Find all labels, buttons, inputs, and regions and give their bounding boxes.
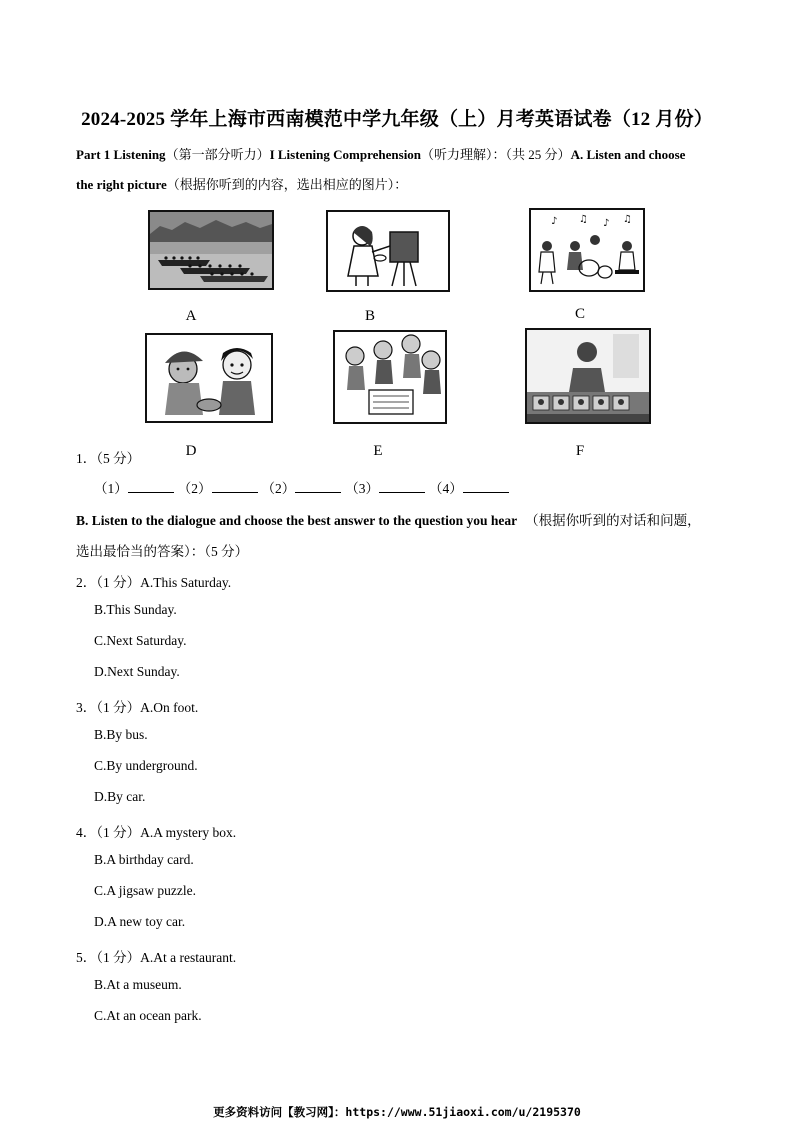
question-2 xyxy=(76,571,231,591)
blank-label: （4） xyxy=(429,481,463,496)
blank-label: （2） xyxy=(261,481,296,496)
picture-label-a: A xyxy=(185,308,197,324)
option-c[interactable]: C.Next Saturday. xyxy=(94,633,187,648)
picture-f xyxy=(525,328,651,424)
option-a[interactable]: A.This Saturday. xyxy=(140,575,232,590)
svg-text:♫: ♫ xyxy=(623,214,632,225)
question-3 xyxy=(76,696,198,716)
picture-label-c: C xyxy=(574,306,585,322)
option-c[interactable]: C.By underground. xyxy=(94,758,198,773)
svg-text:♪: ♪ xyxy=(603,218,610,229)
picture-c xyxy=(529,208,645,292)
part1-heading-line1 xyxy=(76,144,685,163)
option-a[interactable]: A.At a restaurant. xyxy=(140,950,237,965)
section-b-heading-line2: 选出最恰当的答案）：（5 分） xyxy=(76,544,249,559)
question-4-label: 4．（1 分） xyxy=(76,825,141,840)
footer-link[interactable]: 更多资料访问【教习网】：https://www.51jiaoxi.com/u/2195370 xyxy=(213,1105,581,1119)
picture-label-b: B xyxy=(364,308,375,324)
picture-b xyxy=(326,210,450,292)
question-5 xyxy=(76,946,236,966)
part1-label-cn: （第一部分听力） xyxy=(165,147,270,162)
answer-blank[interactable] xyxy=(212,480,258,493)
option-d[interactable]: D.Next Sunday. xyxy=(94,664,180,679)
question-3-label: 3．（1 分） xyxy=(76,700,141,715)
option-a[interactable]: A.On foot. xyxy=(140,700,199,715)
option-b[interactable]: B.By bus. xyxy=(94,727,148,742)
option-c[interactable]: C.At an ocean park. xyxy=(94,1008,202,1023)
part1-label: Part 1 Listening xyxy=(76,147,166,162)
question-4 xyxy=(76,821,236,841)
blank-label: （3） xyxy=(345,481,379,496)
picture-label-f: F xyxy=(575,443,585,459)
question-1-label: 1．（5 分） xyxy=(76,451,141,466)
blank-label: （2） xyxy=(177,481,212,496)
section-a-label-cont: the right picture xyxy=(76,177,167,192)
option-b[interactable]: B.This Sunday. xyxy=(94,602,177,617)
option-c[interactable]: C.A jigsaw puzzle. xyxy=(94,883,196,898)
picture-d xyxy=(145,333,273,423)
blank-label: （1） xyxy=(94,481,128,496)
svg-text:♪: ♪ xyxy=(551,216,558,227)
answer-blank[interactable] xyxy=(128,480,174,493)
option-d[interactable]: D.By car. xyxy=(94,789,146,804)
option-a[interactable]: A.A mystery box. xyxy=(140,825,237,840)
answer-blank[interactable] xyxy=(295,480,341,493)
option-b[interactable]: B.At a museum. xyxy=(94,977,182,992)
listening-comprehension-cn: （听力理解）：（共 25 分） xyxy=(421,147,571,162)
svg-text:♫: ♫ xyxy=(579,214,588,225)
question-2-label: 2．（1 分） xyxy=(76,575,141,590)
answer-blank[interactable] xyxy=(379,480,425,493)
section-b-heading-line1 xyxy=(76,509,701,529)
part1-heading-line2 xyxy=(76,174,407,193)
question-1-blanks xyxy=(94,477,513,497)
picture-label-d: D xyxy=(185,443,197,459)
answer-blank[interactable] xyxy=(463,480,509,493)
section-b-instruction: B. Listen to the dialogue and choose the best answer to the question you hear xyxy=(76,513,518,528)
question-5-label: 5．（1 分） xyxy=(76,950,141,965)
section-a-instruction-cn: （根据你听到的内容，选出相应的图片）： xyxy=(166,177,408,192)
option-d[interactable]: D.A new toy car. xyxy=(94,914,186,929)
section-b-instruction-cn: （根据你听到的对话和问题， xyxy=(525,513,701,528)
picture-label-e: E xyxy=(373,443,383,459)
page-title: 2024-2025 学年上海市西南模范中学九年级（上）月考英语试卷（12 月份） xyxy=(81,109,713,130)
listening-comprehension-label: I Listening Comprehension xyxy=(269,147,422,162)
option-b[interactable]: B.A birthday card. xyxy=(94,852,194,867)
section-a-label: A. Listen and choose xyxy=(570,147,686,162)
picture-e xyxy=(333,330,447,424)
picture-a xyxy=(148,210,274,290)
